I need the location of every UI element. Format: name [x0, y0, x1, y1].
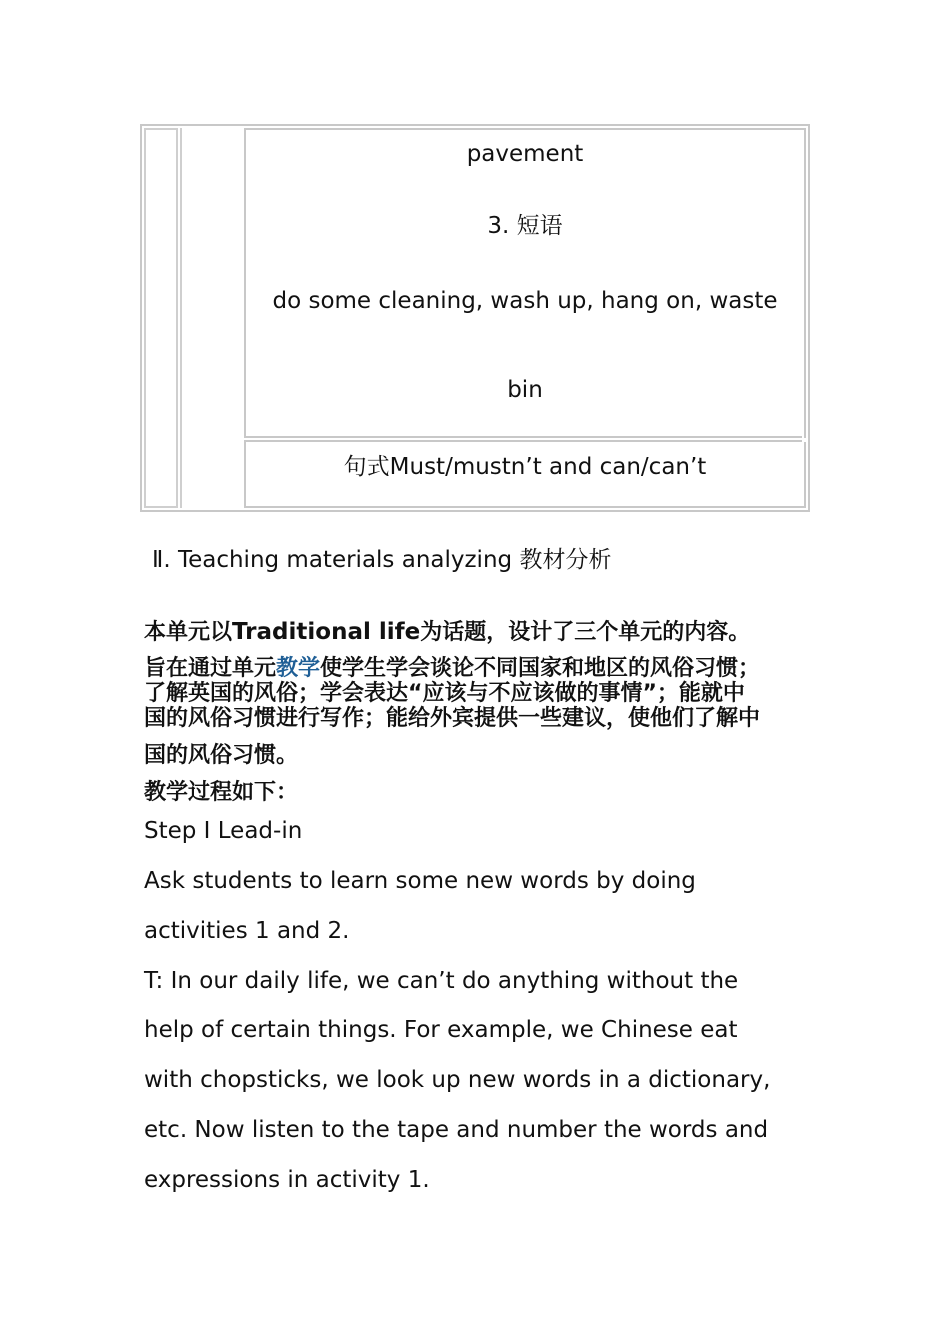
analysis-line-3: 了解英国的风俗；学会表达“应该与不应该做的事情”；能就中 — [144, 681, 745, 706]
step1-paragraph2-line2: help of certain things. For example, we Chinese eat — [144, 1017, 738, 1043]
vocab-word-pavement: pavement — [466, 141, 584, 167]
teaching-link[interactable]: 教学 — [276, 656, 321, 681]
analysis-line2-b: 使学生学会谈论不同国家和地区的风俗习惯； — [320, 656, 761, 681]
item3-number: 3. — [487, 213, 510, 239]
item3-title: 短语 — [516, 213, 563, 239]
item3-heading — [244, 211, 806, 241]
analysis-topic: Traditional life — [232, 619, 421, 645]
step1-paragraph2-line3: with chopsticks, we look up new words in a dictionary, — [144, 1067, 771, 1093]
phrases-line-1: do some cleaning, wash up, hang on, waste — [272, 288, 778, 314]
step1-paragraph2-line1: T: In our daily life, we can’t do anything without the — [144, 968, 739, 994]
phrases-line-2: bin — [507, 377, 543, 403]
teaching-process-heading: 教学过程如下： — [144, 780, 299, 805]
analysis-line2-a: 旨在通过单元 — [144, 656, 277, 681]
step1-paragraph1-line1: Ask students to learn some new words by doing — [144, 868, 696, 894]
analysis-line-2 — [144, 656, 760, 682]
analysis-line-1 — [144, 619, 750, 646]
step1-title: Step I Lead-in — [144, 818, 303, 844]
table-column-left — [144, 128, 178, 508]
step1-paragraph1-line2: activities 1 and 2. — [144, 918, 350, 944]
sentence-text: Must/mustn’t and can/can’t — [389, 454, 707, 480]
table-column-middle — [180, 128, 242, 508]
step1-paragraph2-line4: etc. Now listen to the tape and number the words and — [144, 1117, 769, 1143]
sentence-prefix: 句式 — [343, 454, 390, 480]
analysis-line-5: 国的风俗习惯。 — [144, 743, 299, 768]
section-heading-teaching-materials: Ⅱ. Teaching materials analyzing 教材分析 — [152, 547, 612, 573]
analysis-suffix: 为话题，设计了三个单元的内容。 — [420, 620, 751, 645]
analysis-prefix: 本单元以 — [144, 620, 233, 645]
step1-paragraph2-line5: expressions in activity 1. — [144, 1167, 430, 1193]
analysis-line-4: 国的风俗习惯进行写作；能给外宾提供一些建议，使他们了解中 — [144, 706, 761, 731]
sentence-pattern — [244, 452, 806, 482]
